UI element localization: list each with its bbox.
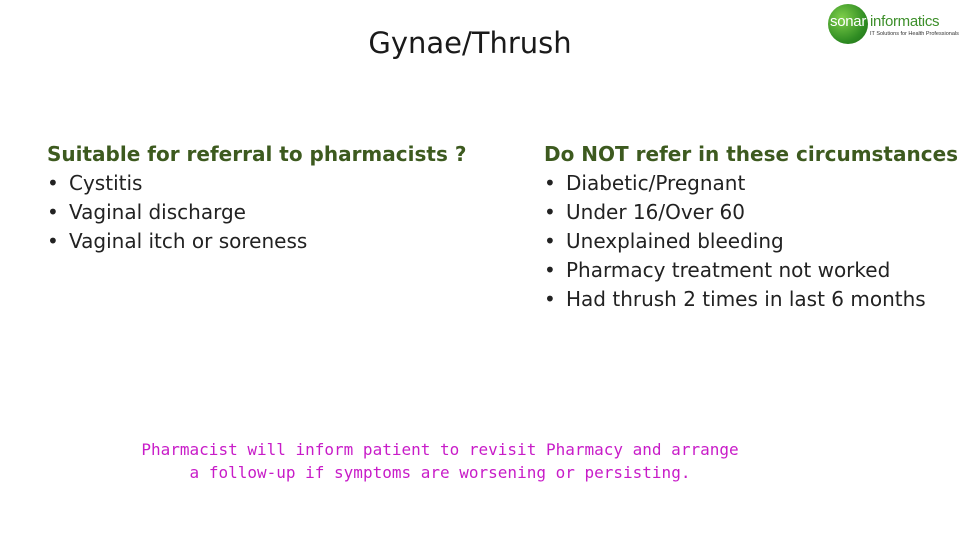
slide-title: Gynae/Thrush xyxy=(368,26,572,60)
list-item-text: Vaginal itch or soreness xyxy=(69,229,308,253)
list-item xyxy=(544,285,954,314)
list-item-text: Pharmacy treatment not worked xyxy=(566,258,891,282)
logo-text-sonar: sonar xyxy=(830,13,867,30)
sonar-informatics-logo xyxy=(828,4,959,44)
list-item-text: Diabetic/Pregnant xyxy=(566,171,746,195)
note-line-2: a follow-up if symptoms are worsening or persisting. xyxy=(189,463,691,482)
list-item xyxy=(544,198,954,227)
list-item-text: Unexplained bleeding xyxy=(566,229,784,253)
list-item xyxy=(544,227,954,256)
bullet-icon: • xyxy=(544,171,556,195)
bullet-icon: • xyxy=(544,229,556,253)
do-not-refer-section xyxy=(544,140,959,314)
list-item-text: Vaginal discharge xyxy=(69,200,246,224)
list-item xyxy=(47,198,467,227)
logo-tagline: IT Solutions for Health Professionals xyxy=(870,31,959,37)
list-item xyxy=(544,169,954,198)
note-line-1: Pharmacist will inform patient to revisit Pharmacy and arrange xyxy=(141,440,739,459)
bullet-icon: • xyxy=(544,258,556,282)
bullet-icon: • xyxy=(47,229,59,253)
logo-text-informatics: informatics xyxy=(870,13,940,30)
suitable-referral-section xyxy=(47,140,467,256)
suitable-list xyxy=(47,169,467,256)
list-item-text: Under 16/Over 60 xyxy=(566,200,745,224)
bullet-icon: • xyxy=(544,200,556,224)
pharmacist-note xyxy=(100,438,780,484)
bullet-icon: • xyxy=(47,171,59,195)
suitable-heading: Suitable for referral to pharmacists ? xyxy=(47,142,467,166)
list-item-text: Cystitis xyxy=(69,171,143,195)
do-not-refer-heading: Do NOT refer in these circumstances xyxy=(544,142,959,166)
do-not-refer-list xyxy=(544,169,954,314)
list-item xyxy=(47,169,467,198)
list-item xyxy=(544,256,954,285)
list-item xyxy=(47,227,467,256)
bullet-icon: • xyxy=(47,200,59,224)
list-item-text: Had thrush 2 times in last 6 months xyxy=(566,287,926,311)
bullet-icon: • xyxy=(544,287,556,311)
